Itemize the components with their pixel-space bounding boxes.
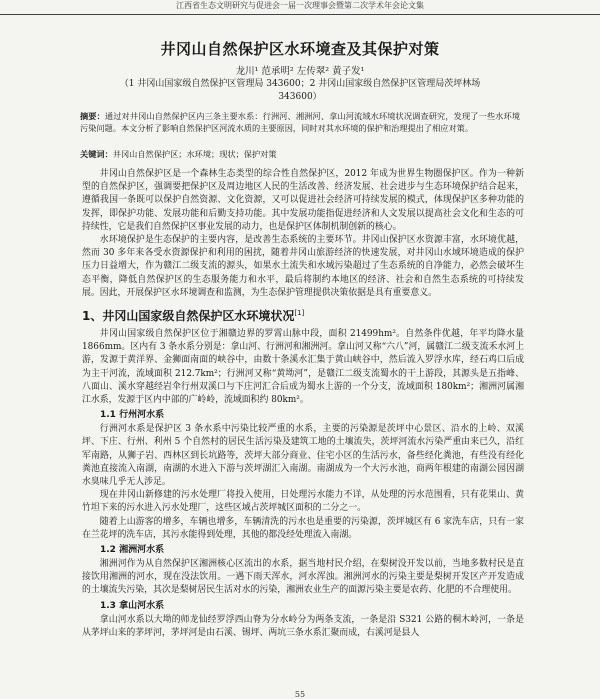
subsection-heading: 1.1 行州河水系 [100,410,165,421]
keywords-label: 关键词： [80,149,113,159]
section-paragraph: 随着上山游客的增多，车辆也增多，车辆清洗的污水也是重要的污染源，茨坪城区有 6 家洗车店，只有一家在兰花坪的洗车店，其污水能得到处理，其他的都没经处理流入南湖。 [82,516,524,540]
abstract-label: 摘要： [80,111,105,121]
body-text [82,168,524,640]
subsection-heading: 1.2 湘洲河水系 [100,545,165,556]
keywords [80,149,520,160]
section-paragraph: 行洲河水系是保护区 3 条水系中污染比较严重的水系，主要的污染源是茨坪中心景区、沿水的上岭、双溪坪、下庄、行州、利州 5 个自然村的居民生活污染及建筑工地的土壤流失，茨坪河流水污染严重由来已久，沿红军南路，从狮子岩、西林区到长坑路等，茨坪大部分商业、住宅小区的生活污水，备些经化粪池，有些没有经化粪池直接流入南湖，南湖的水进入下游与茨坪湖汇入南湖。南湖成为一个大污水池，商两年根建的南湖公园因湖水臭味几乎无人涉足。 [82,424,524,488]
section-heading-text: 1、井冈山国家级自然保护区水环境状况 [82,309,295,324]
abstract-text: 通过对井冈山自然保护区内三条主要水系：行洲河、湘洲河、拿山河流域水环境状况调查研究，发现了一些水环境污染问题。本文分析了影响自然保护区河流水质的主要原因，同时对其水环境的保护和治理提出了相应对策。 [80,111,520,133]
paper-title: 井冈山自然保护区水环境查及其保护对策 [160,40,440,58]
affiliation: （1 井冈山国家级自然保护区管理局 343600；2 井冈山国家级自然保护区管理局茨坪林场 343600） [119,79,481,102]
citation-ref: [1] [294,309,305,318]
section-paragraph: 拿山河水系以大坳的师龙仙经罗浮西山脊为分水岭分为两条支流，一条是沿 S321 公路的桐木岭河，一条是从茅坪山来的茅坪河，茅坪河是由石溪、锡坪、两坑三条水系汇聚而成，右溪河是县人 [82,614,524,638]
section-heading [82,305,524,324]
running-header: 江西省生态文明研究与促进会一届一次理事会暨第二次学术年会论文集 [0,0,600,15]
section-paragraph: 湘洲河作为从自然保护区湘洲核心区流出的水系，据当地村民介绍，在梨树没开发以前，当地多数村民是直接饮用湘洲的河水，现在没法饮用。一遇下雨天浑水，河水浑浊。湘洲河水的污染主要是梨树开发区产开发造成的土壤流失污染，其次是梨树居民生活对水的污染，湘洲农业生产的面源污染主要是农药、化肥的不合理使用。 [82,559,524,596]
section-paragraph: 井冈山国家级自然保护区位于湘赣边界的罗霄山脉中段，面积 21499hm²。自然条件优越，年平均降水量 1866mm。区内有 3 条水系分别是：拿山河、行洲河和湘洲河。拿山河又称“六八”河，属赣江二级支流禾水河上游，发源于黄洋界、金狮面南面的峡谷中，由数十条溪水汇集于黄山峡谷中，然后流入罗浮水库，经石鸡口后成为主干河流，流域面积 212.7km²；行洲河又称“黄坳河”，是赣江二级支流蜀水的干上游段，其源头是五指峰、八面山、溪水穿越经岩伞行州双溪口与下庄河汇合后成为蜀水上游的一个分支，流域面积 180km²；湘洲河属湘江水系，发源于区内中部的广岭岭，流域面积约 80km²。 [82,329,524,406]
intro-paragraph: 水环境保护是生态保护的主要内容，是改善生态系统的主要环节。井冈山保护区水资源丰富，水环境优越，然而 30 多年来各受水资源保护和利用的困扰，随着井冈山旅游经济的快速发展，对井冈山水域环境造成的保护压力日益增大，作为赣江二级支流的源头，如果水土流失和水域污染超过了生态系统的自净能力，必然会破坏生态平衡，降低自然保护区的生态服务能力和水平，最后将制约本地区的经济、社会和自然生态系统的可持续发展。因此，开展保护区水环境调查和监测，为生态保护管理提供决策依据是具有重要意义。 [82,235,524,298]
keywords-text: 井冈山自然保护区；水环境；现状；保护对策 [112,149,277,159]
subsection-heading: 1.3 拿山河水系 [100,600,165,611]
section-paragraph: 现在井冈山新修建的污水处理厂将投入使用，日处理污水能力不详，从处理的污水范围看，只有花果山、黄竹坦下来的污水进入污水处理厂，这些区域占茨坪城区面积的二分之一。 [82,490,524,514]
intro-paragraph: 井冈山自然保护区是一个森林生态类型的综合性自然保护区，2012 年成为世界生物圈保护区。作为一种新型的自然保护区，强调要把保护区及周边地区人民的生活改善、经济发展、社会进步与生态环境保护结合起来，遵循我国一条既可以保护自然资源、文化资源，又可以促进社会经济可持续发展的模式，体现保护区多种功能的发挥，即保护功能、发展功能和后勤支持功能。其中发展功能指促进经济和人文发展以提高社会文化和生态的可持续性，它是我们自然保护区事业发展的动力，也是保护区体制机制创新的核心。 [82,169,524,232]
page-number: 55 [294,690,306,699]
author-list: 龙川¹ 范承明² 左传翠² 黄子发¹ [235,66,365,77]
abstract [80,110,520,134]
